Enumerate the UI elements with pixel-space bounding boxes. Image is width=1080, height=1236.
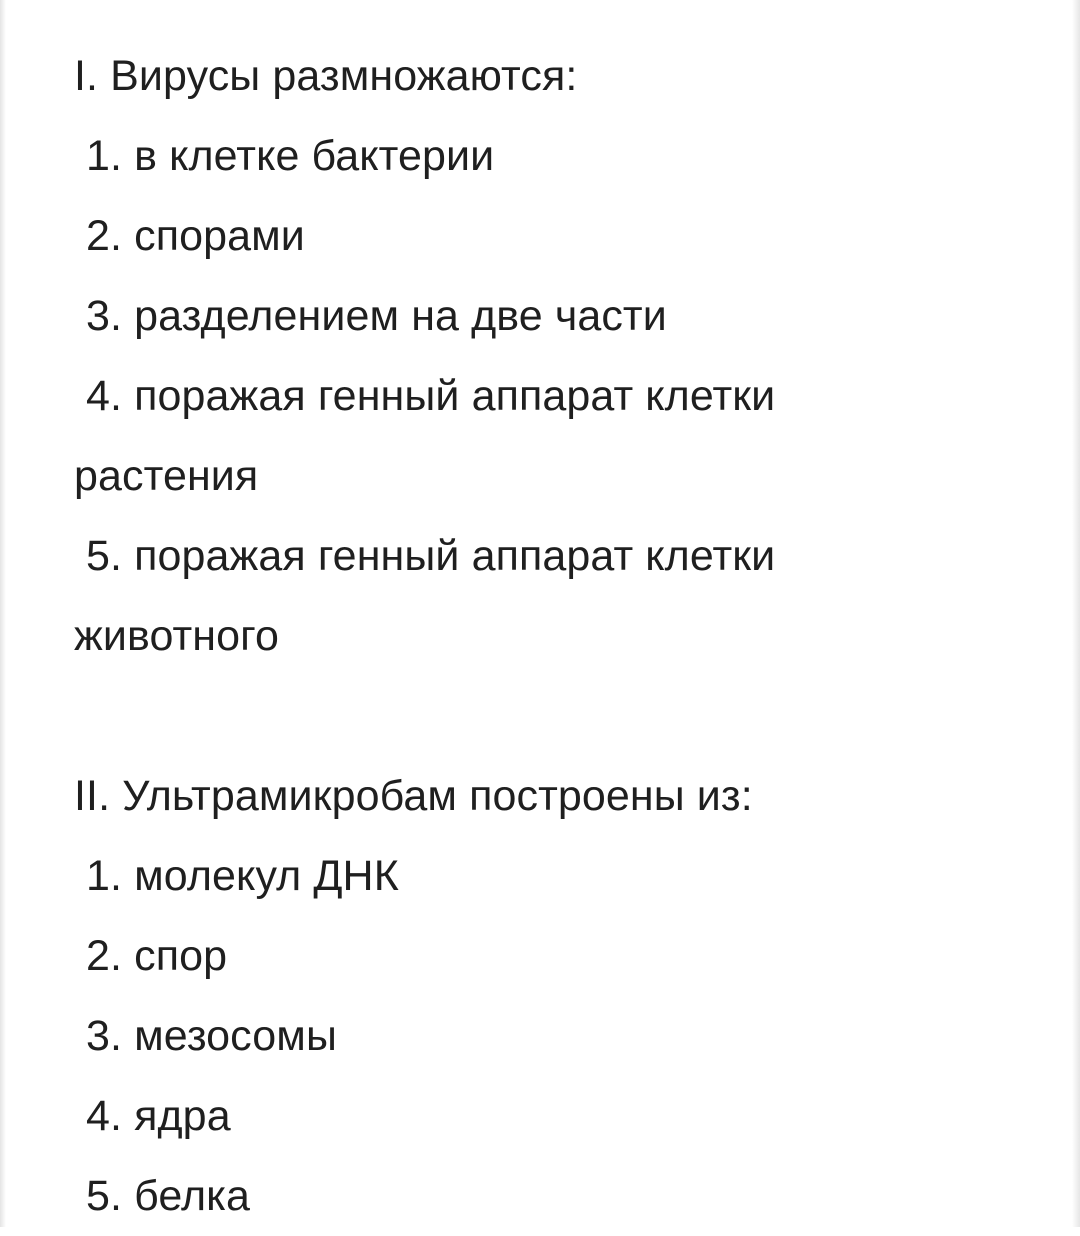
question-1-option-3: 3. разделением на две части <box>86 292 667 340</box>
question-1-option-4-continued: растения <box>74 452 259 500</box>
page-edge-right <box>1072 0 1080 1227</box>
question-2-option-1: 1. молекул ДНК <box>86 852 399 900</box>
page-edge-left <box>0 0 6 1227</box>
question-2-option-3: 3. мезосомы <box>86 1012 337 1060</box>
question-block-2 <box>74 756 1034 1236</box>
question-2-option-5: 5. белка <box>86 1172 251 1220</box>
question-1-option-4: 4. поражая генный аппарат клетки <box>86 372 776 420</box>
question-2-option-4: 4. ядра <box>86 1092 231 1140</box>
question-1-option-1: 1. в клетке бактерии <box>86 132 495 180</box>
document-body <box>74 36 1034 1236</box>
question-1-option-5-continued: животного <box>74 612 280 660</box>
question-block-1 <box>74 36 1034 676</box>
section-spacer <box>74 676 1034 756</box>
question-1-title: I. Вирусы размножаются: <box>74 52 578 100</box>
question-2-title: II. Ультрамикробам построены из: <box>74 772 753 820</box>
question-1-option-5: 5. поражая генный аппарат клетки <box>86 532 776 580</box>
question-1-option-2: 2. спорами <box>86 212 305 260</box>
question-2-option-2: 2. спор <box>86 932 228 980</box>
